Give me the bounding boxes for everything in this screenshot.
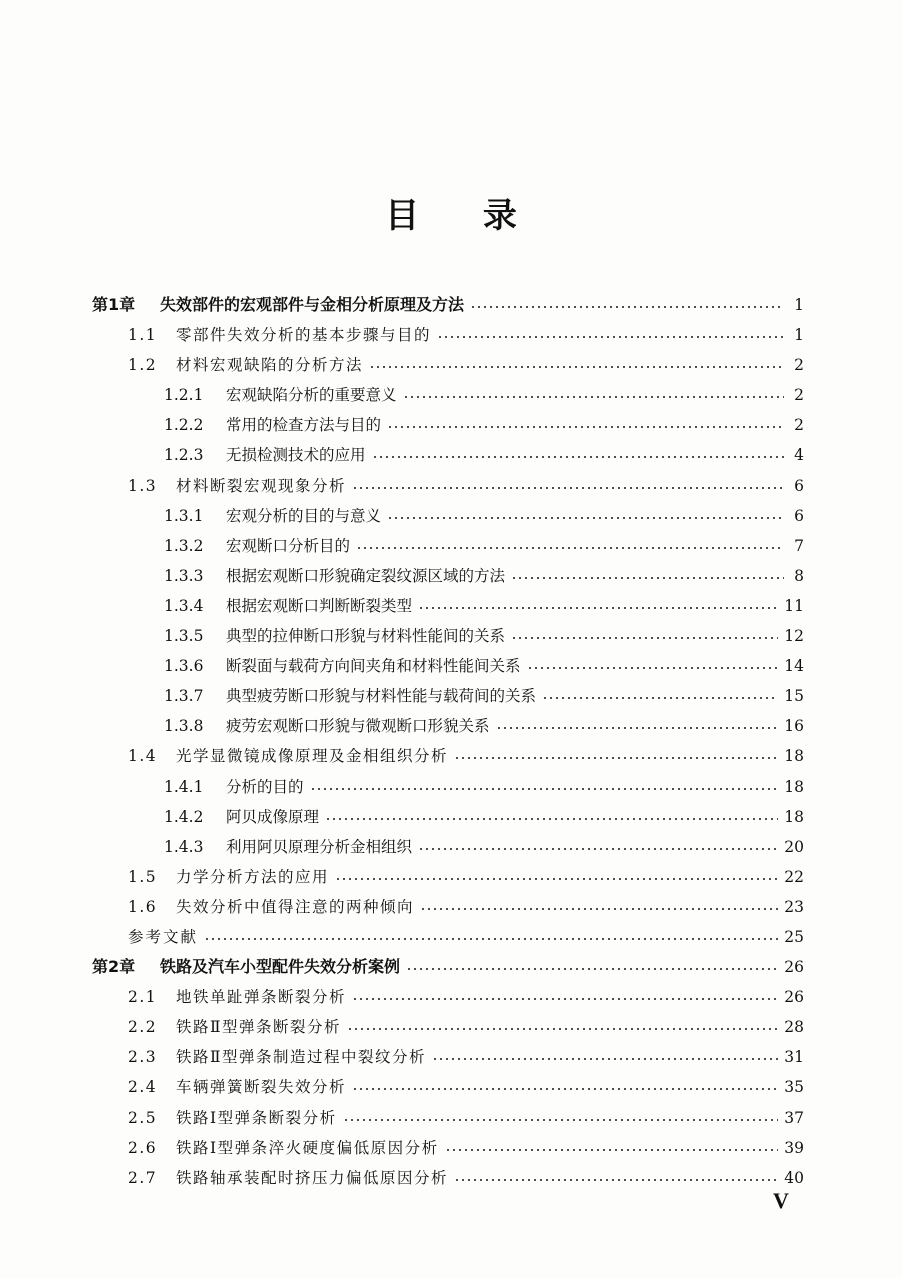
toc-page-number: 1 <box>794 326 804 345</box>
toc-entry-title: 材料宏观缺陷的分析方法 <box>176 356 364 375</box>
dot-leader <box>527 654 779 672</box>
dot-leader <box>418 835 778 853</box>
toc-page-number: 4 <box>794 446 804 465</box>
toc-page-number: 18 <box>784 747 804 766</box>
toc-section-entry[interactable] <box>92 832 804 862</box>
toc-page-number: 16 <box>784 717 804 736</box>
toc-section-entry[interactable] <box>92 1012 804 1042</box>
toc-entry-title: 地铁单趾弹条断裂分析 <box>176 988 347 1007</box>
dot-leader <box>403 383 784 401</box>
dot-leader <box>343 1106 779 1124</box>
toc-page-number: 12 <box>784 627 804 646</box>
toc-entry-number: 1.4.3 <box>164 837 204 856</box>
dot-leader <box>445 1136 779 1154</box>
toc-entry-title: 失效部件的宏观部件与金相分析原理及方法 <box>160 295 465 314</box>
toc-page-number: 18 <box>784 807 804 826</box>
toc-section-entry[interactable] <box>92 440 804 470</box>
dot-leader <box>325 805 778 823</box>
toc-entry-number: 1.2.3 <box>164 446 204 465</box>
toc-entry-title: 根据宏观断口形貌确定裂纹源区域的方法 <box>226 566 506 585</box>
toc-section-entry[interactable] <box>92 320 804 350</box>
toc-section-entry[interactable] <box>92 1163 804 1193</box>
dot-leader <box>454 1166 778 1184</box>
toc-entry-number: 2.3 <box>128 1048 158 1067</box>
toc-page-number: 6 <box>794 506 804 525</box>
toc-section-entry[interactable] <box>92 380 804 410</box>
table-of-contents <box>92 290 804 1193</box>
toc-section-entry[interactable] <box>92 681 804 711</box>
toc-entry-title: 光学显微镜成像原理及金相组织分析 <box>176 747 449 766</box>
dot-leader <box>406 955 778 973</box>
dot-leader <box>496 714 779 732</box>
toc-entry-title: 宏观缺陷分析的重要意义 <box>226 386 397 405</box>
toc-entry-title: 力学分析方法的应用 <box>176 867 330 886</box>
toc-entry-title: 根据宏观断口判断断裂类型 <box>226 596 413 615</box>
dot-leader <box>454 744 778 762</box>
toc-entry-number: 1.2.2 <box>164 416 204 435</box>
dot-leader <box>511 624 778 642</box>
page-title: 目 录 <box>385 196 543 236</box>
dot-leader <box>347 1015 778 1033</box>
toc-entry-number: 1.3.1 <box>164 506 204 525</box>
toc-entry-number: 1.3.6 <box>164 657 204 676</box>
toc-section-entry[interactable] <box>92 1133 804 1163</box>
dot-leader <box>310 775 779 793</box>
toc-entry-number: 1.3.7 <box>164 687 204 706</box>
toc-section-entry[interactable] <box>92 561 804 591</box>
toc-page-number: 7 <box>794 536 804 555</box>
toc-page-number: 25 <box>784 927 804 946</box>
toc-section-entry[interactable] <box>92 1072 804 1102</box>
toc-entry-title: 宏观分析的目的与意义 <box>226 506 382 525</box>
toc-section-entry[interactable] <box>92 501 804 531</box>
toc-page-number: 18 <box>784 777 804 796</box>
toc-entry-number: 1.5 <box>128 867 158 886</box>
toc-page-number: 37 <box>784 1108 804 1127</box>
toc-entry-title: 疲劳宏观断口形貌与微观断口形貌关系 <box>226 717 490 736</box>
toc-page-number: 8 <box>794 566 804 585</box>
toc-entry-title: 铁路Ⅱ型弹条制造过程中裂纹分析 <box>176 1048 427 1067</box>
toc-entry-number: 1.3 <box>128 476 158 495</box>
toc-section-entry[interactable] <box>92 651 804 681</box>
toc-entry-number: 2.7 <box>128 1168 158 1187</box>
dot-leader <box>470 293 784 311</box>
dot-leader <box>432 1045 778 1063</box>
toc-page-number: 26 <box>784 988 804 1007</box>
toc-section-entry[interactable] <box>92 471 804 501</box>
toc-page-number: 11 <box>784 596 804 615</box>
toc-entry-title: 参考文献 <box>128 927 199 946</box>
toc-entry-title: 材料断裂宏观现象分析 <box>176 476 347 495</box>
dot-leader <box>542 684 778 702</box>
toc-entry-number: 1.1 <box>128 326 158 345</box>
toc-references-entry[interactable] <box>92 922 804 952</box>
toc-section-entry[interactable] <box>92 862 804 892</box>
toc-entry-title: 铁路Ⅰ型弹条断裂分析 <box>176 1108 337 1127</box>
toc-entry-title: 阿贝成像原理 <box>226 807 320 826</box>
dot-leader <box>511 564 784 582</box>
toc-entry-title: 失效分析中值得注意的两种倾向 <box>176 897 415 916</box>
toc-section-entry[interactable] <box>92 410 804 440</box>
toc-section-entry[interactable] <box>92 772 804 802</box>
dot-leader <box>204 925 778 943</box>
toc-entry-number: 1.2 <box>128 356 158 375</box>
toc-entry-title: 典型的拉伸断口形貌与材料性能间的关系 <box>226 627 506 646</box>
toc-entry-number: 1.2.1 <box>164 386 204 405</box>
toc-section-entry[interactable] <box>92 621 804 651</box>
toc-entry-title: 铁路轴承装配时挤压力偏低原因分析 <box>176 1168 449 1187</box>
toc-page-number: 6 <box>794 476 804 495</box>
dot-leader <box>369 353 784 371</box>
toc-page-number: 26 <box>784 958 804 977</box>
toc-entry-number: 1.6 <box>128 897 158 916</box>
toc-page-number: 1 <box>794 296 804 314</box>
toc-entry-number: 2.6 <box>128 1138 158 1157</box>
toc-page-number: 28 <box>784 1018 804 1037</box>
toc-entry-number: 2.2 <box>128 1018 158 1037</box>
toc-entry-number: 第2章 <box>92 957 136 977</box>
toc-entry-title: 铁路及汽车小型配件失效分析案例 <box>160 957 401 977</box>
toc-entry-number: 1.4 <box>128 747 158 766</box>
toc-section-entry[interactable] <box>92 711 804 741</box>
toc-page-number: 14 <box>784 657 804 676</box>
toc-entry-title: 断裂面与载荷方向间夹角和材料性能间关系 <box>226 657 521 676</box>
toc-entry-title: 典型疲劳断口形貌与材料性能与载荷间的关系 <box>226 687 537 706</box>
toc-page-number: 35 <box>784 1078 804 1097</box>
toc-section-entry[interactable] <box>92 982 804 1012</box>
dot-leader <box>352 985 778 1003</box>
toc-entry-title: 车辆弹簧断裂失效分析 <box>176 1078 347 1097</box>
toc-entry-number: 第1章 <box>92 295 136 314</box>
toc-page-number: 2 <box>794 416 804 435</box>
dot-leader <box>387 413 784 431</box>
toc-entry-title: 无损检测技术的应用 <box>226 446 366 465</box>
toc-page-number: 20 <box>784 837 804 856</box>
toc-entry-number: 1.3.3 <box>164 566 204 585</box>
toc-entry-number: 1.4.1 <box>164 777 204 796</box>
dot-leader <box>437 323 784 341</box>
toc-section-entry[interactable] <box>92 531 804 561</box>
toc-section-entry[interactable] <box>92 892 804 922</box>
toc-entry-title: 铁路Ⅰ型弹条淬火硬度偏低原因分析 <box>176 1138 439 1157</box>
toc-entry-number: 2.1 <box>128 988 158 1007</box>
toc-page-number: 2 <box>794 386 804 405</box>
toc-section-entry[interactable] <box>92 591 804 621</box>
toc-entry-number: 1.3.5 <box>164 627 204 646</box>
toc-entry-title: 宏观断口分析目的 <box>226 536 351 555</box>
dot-leader <box>420 895 778 913</box>
toc-entry-number: 1.4.2 <box>164 807 204 826</box>
toc-page-number: 15 <box>784 687 804 706</box>
toc-page-number: 31 <box>784 1048 804 1067</box>
toc-page-number: 39 <box>784 1138 804 1157</box>
toc-section-entry[interactable] <box>92 741 804 771</box>
toc-entry-title: 分析的目的 <box>226 777 304 796</box>
dot-leader <box>356 534 784 552</box>
dot-leader <box>372 443 784 461</box>
dot-leader <box>335 865 778 883</box>
toc-section-entry[interactable] <box>92 1103 804 1133</box>
toc-entry-number: 2.4 <box>128 1078 158 1097</box>
toc-section-entry[interactable] <box>92 1042 804 1072</box>
dot-leader <box>352 1075 778 1093</box>
toc-entry-title: 利用阿贝原理分析金相组织 <box>226 837 413 856</box>
toc-page-number: 23 <box>784 897 804 916</box>
toc-entry-number: 1.3.2 <box>164 536 204 555</box>
toc-section-entry[interactable] <box>92 802 804 832</box>
toc-page-number: 2 <box>794 356 804 375</box>
dot-leader <box>352 474 784 492</box>
toc-entry-number: 1.3.8 <box>164 717 204 736</box>
toc-page-number: 22 <box>784 867 804 886</box>
toc-page-number: 40 <box>784 1168 804 1187</box>
dot-leader <box>418 594 778 612</box>
toc-section-entry[interactable] <box>92 350 804 380</box>
toc-entry-title: 铁路Ⅱ型弹条断裂分析 <box>176 1018 342 1037</box>
toc-entry-number: 1.3.4 <box>164 596 204 615</box>
toc-entry-number: 2.5 <box>128 1108 158 1127</box>
toc-chapter-entry[interactable] <box>92 290 804 320</box>
dot-leader <box>387 504 784 522</box>
toc-entry-title: 常用的检查方法与目的 <box>226 416 382 435</box>
page-number-roman: V <box>773 1188 789 1213</box>
toc-chapter-entry[interactable] <box>92 952 804 982</box>
toc-entry-title: 零部件失效分析的基本步骤与目的 <box>176 326 432 345</box>
